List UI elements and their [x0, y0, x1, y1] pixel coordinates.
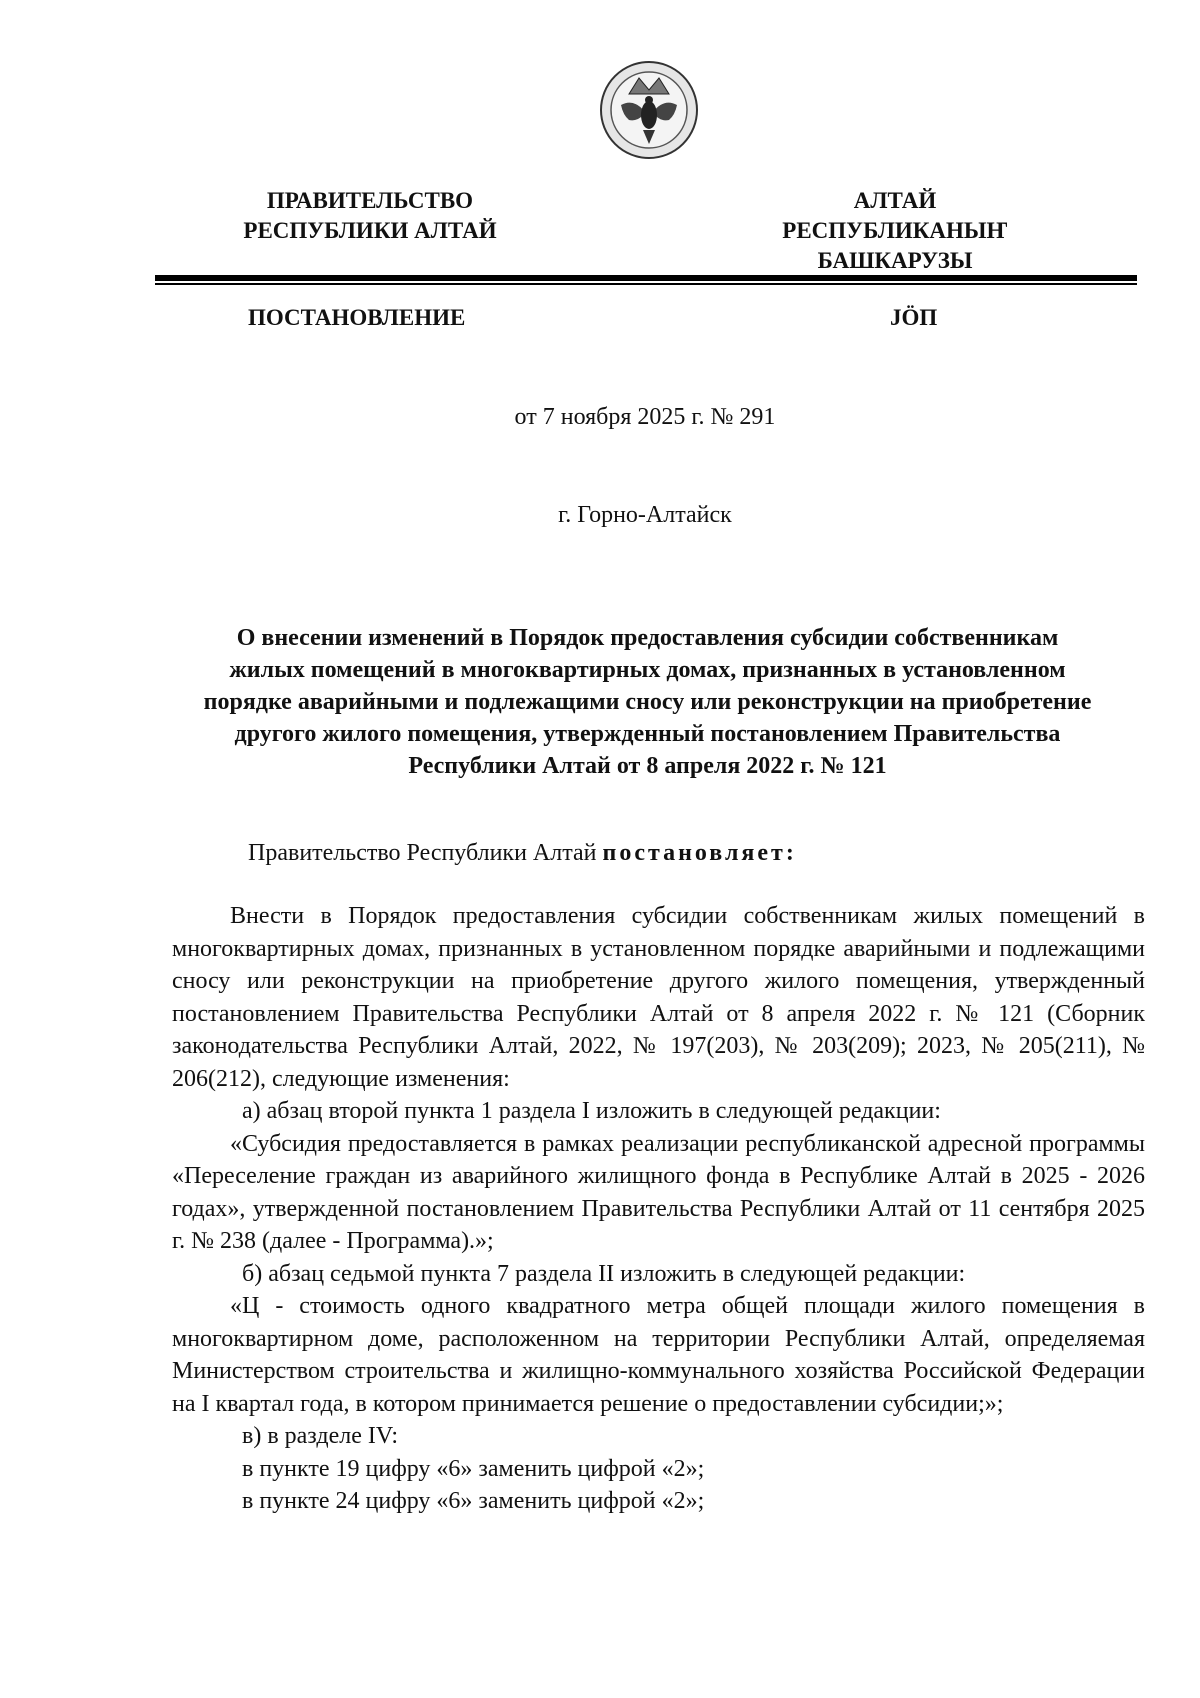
- doc-type-altai: JӦП: [890, 305, 938, 330]
- right-org-line1: АЛТАЙ РЕСПУБЛИКАНЫҤ: [782, 188, 1008, 243]
- header-divider-thick: [155, 275, 1137, 281]
- title-line: другого жилого помещения, утвержденный постановлением Правительства: [234, 721, 1061, 747]
- body-paragraph-intro: Внести в Порядок предоставления субсидии собственникам жилых помещений в многоквартирных домах, признанных в установленном порядке аварийными и подлежащими сносу или реконструкции на приобретение другого жилого помещения, утвержденный постановлением Правительства Республики Алтай от 8 апреля 2022 г. № 121 (Сборник законодательства Республики Алтай, 2022, № 197(203), № 203(209); 2023, № 205(211), № 206(212), следующие изменения:: [172, 903, 1145, 1092]
- body-paragraph-item-c: в) в разделе IV:: [242, 1423, 399, 1449]
- left-organization-name: [220, 186, 520, 246]
- header-divider-thin: [155, 283, 1137, 285]
- right-organization-name: [745, 186, 1045, 276]
- title-line: О внесении изменений в Порядок предоставления субсидии собственникам: [236, 625, 1059, 651]
- body-paragraph-item-c2: в пункте 24 цифру «6» заменить цифрой «2»;: [242, 1488, 705, 1514]
- body-paragraph-item-c1: в пункте 19 цифру «6» заменить цифрой «2»;: [242, 1455, 705, 1482]
- document-date-number: от 7 ноября 2025 г. № 291: [514, 404, 776, 430]
- body-paragraph-quote-a: «Субсидия предоставляется в рамках реализации республиканской адресной программы «Переселение граждан из аварийного жилищного фонда в Республике Алтай в 2025 - 2026 годах», утвержденной постановлением Правительства Республики Алтай от 11 сентября 2025 г. № 238 (далее - Программа).»;: [172, 1130, 1145, 1254]
- body-paragraph-quote-b: «Ц - стоимость одного квадратного метра общей площади жилого помещения в многоквартирном доме, расположенном на территории Республики Алтай, определяемая Министерством строительства и жилищно-коммунального хозяйства Российской Федерации на I квартал года, в котором принимается решение о предоставлении субсидии;»;: [172, 1293, 1145, 1417]
- document-title: [150, 622, 1145, 782]
- preamble: [248, 840, 797, 867]
- doc-type-russian: ПОСТАНОВЛЕНИЕ: [248, 305, 466, 330]
- left-org-line1: ПРАВИТЕЛЬСТВО: [266, 188, 474, 213]
- title-line: порядке аварийными и подлежащими сносу или реконструкции на приобретение: [203, 689, 1092, 715]
- preamble-text: Правительство Республики Алтай: [248, 840, 603, 866]
- coat-of-arms-icon: [599, 60, 699, 160]
- title-line: Республики Алтай от 8 апреля 2022 г. № 121: [408, 753, 887, 779]
- body-paragraph-item-a: а) абзац второй пункта 1 раздела I изложить в следующей редакции:: [242, 1098, 941, 1124]
- document-body: [172, 900, 1145, 1518]
- right-org-line2: БАШКАРУЗЫ: [817, 248, 973, 273]
- document-city: г. Горно-Алтайск: [558, 502, 732, 528]
- left-org-line2: РЕСПУБЛИКИ АЛТАЙ: [243, 218, 497, 243]
- title-line: жилых помещений в многоквартирных домах, признанных в установленном: [229, 657, 1066, 683]
- preamble-emphasis: постановляет:: [602, 840, 797, 866]
- body-paragraph-item-b: б) абзац седьмой пункта 7 раздела II изложить в следующей редакции:: [242, 1260, 966, 1287]
